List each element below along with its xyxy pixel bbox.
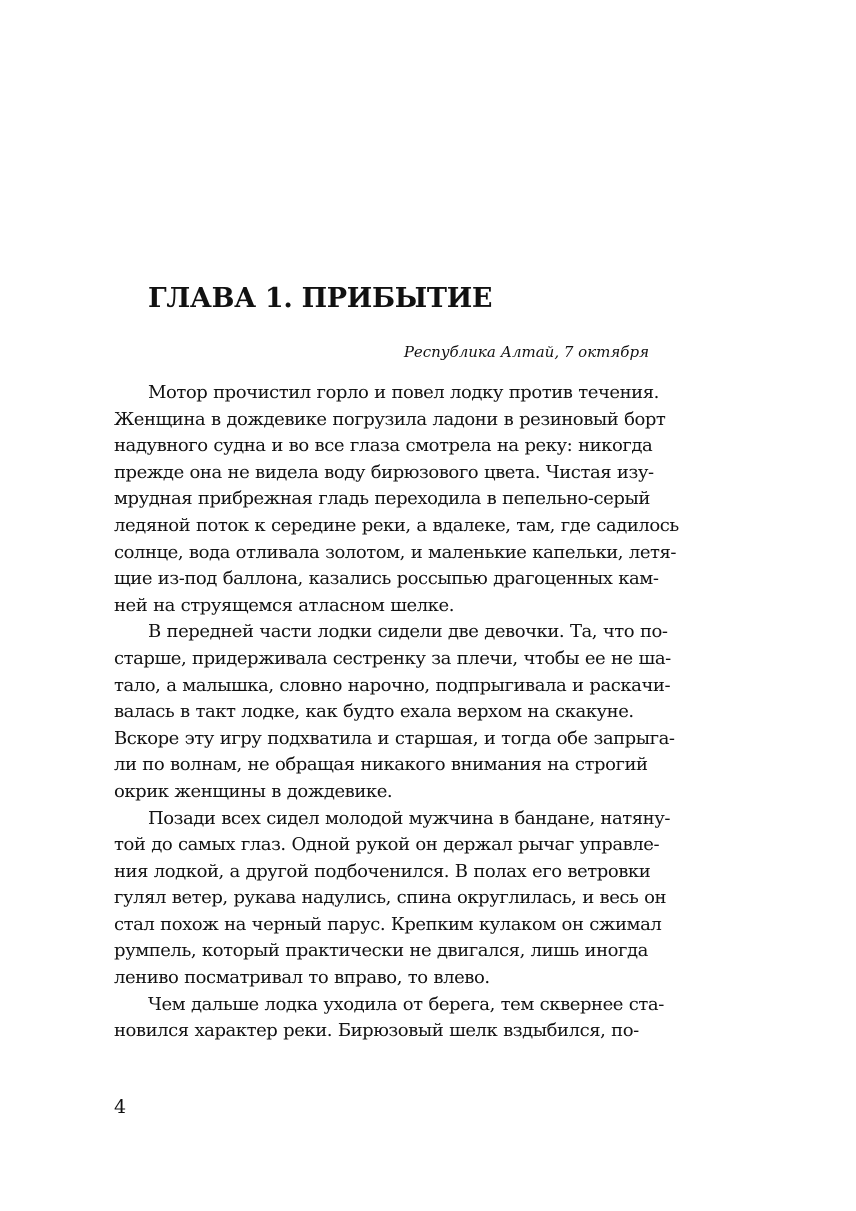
text-line: ней на струящемся атласном шелке. [114,594,454,616]
text-line: ледяной поток к середине реки, а вдалеке, там, где садилось [114,514,679,536]
text-line: гулял ветер, рукава надулись, спина округлилась, и весь он [114,887,667,909]
text-line: новился характер реки. Бирюзовый шелк вздыбился, по- [114,1020,639,1042]
text-line: окрик женщины в дождевике. [114,780,393,802]
text-line: той до самых глаз. Одной рукой он держал рычаг управле- [114,834,660,856]
text-line: ния лодкой, а другой подбоченился. В полах его ветровки [114,860,651,882]
text-line: мрудная прибрежная гладь переходила в пепельно-серый [114,488,650,510]
text-line: Вскоре эту игру подхватила и старшая, и тогда обе запрыга- [114,727,675,749]
text-line: лениво посматривал то вправо, то влево. [114,967,490,989]
text-line: Женщина в дождевике погрузила ладони в резиновый борт [114,408,666,430]
text-line: Мотор прочистил горло и повел лодку против течения. [148,382,659,403]
text-line: щие из-под баллона, казались россыпью драгоценных кам- [114,568,659,590]
text-line: прежде она не видела воду бирюзового цвета. Чистая изу- [114,461,654,483]
text-line: Чем дальше лодка уходила от берега, тем сквернее ста- [148,993,664,1015]
chapter-epigraph: Республика Алтай, 7 октября [403,343,649,361]
page-number: 4 [114,1096,127,1118]
text-line: старше, придерживала сестренку за плечи, чтобы ее не ша- [114,647,671,669]
text-line: надувного судна и во все глаза смотрела на реку: никогда [114,435,653,457]
text-line: Позади всех сидел молодой мужчина в бандане, натяну- [148,807,670,829]
body-text [114,380,714,1045]
text-line: ли по волнам, не обращая никакого внимания на строгий [114,754,648,776]
text-line: В передней части лодки сидели две девочки. Та, что по- [148,621,668,643]
text-line: румпель, который практически не двигался, лишь иногда [114,940,648,962]
text-line: солнце, вода отливала золотом, и маленькие капельки, летя- [114,541,677,563]
text-line: валась в такт лодке, как будто ехала верхом на скакуне. [114,701,634,723]
text-line: тало, а малышка, словно нарочно, подпрыгивала и раскачи- [114,674,671,696]
chapter-title: ГЛАВА 1. ПРИБЫТИЕ [148,283,493,314]
text-line: стал похож на черный парус. Крепким кулаком он сжимал [114,913,662,935]
